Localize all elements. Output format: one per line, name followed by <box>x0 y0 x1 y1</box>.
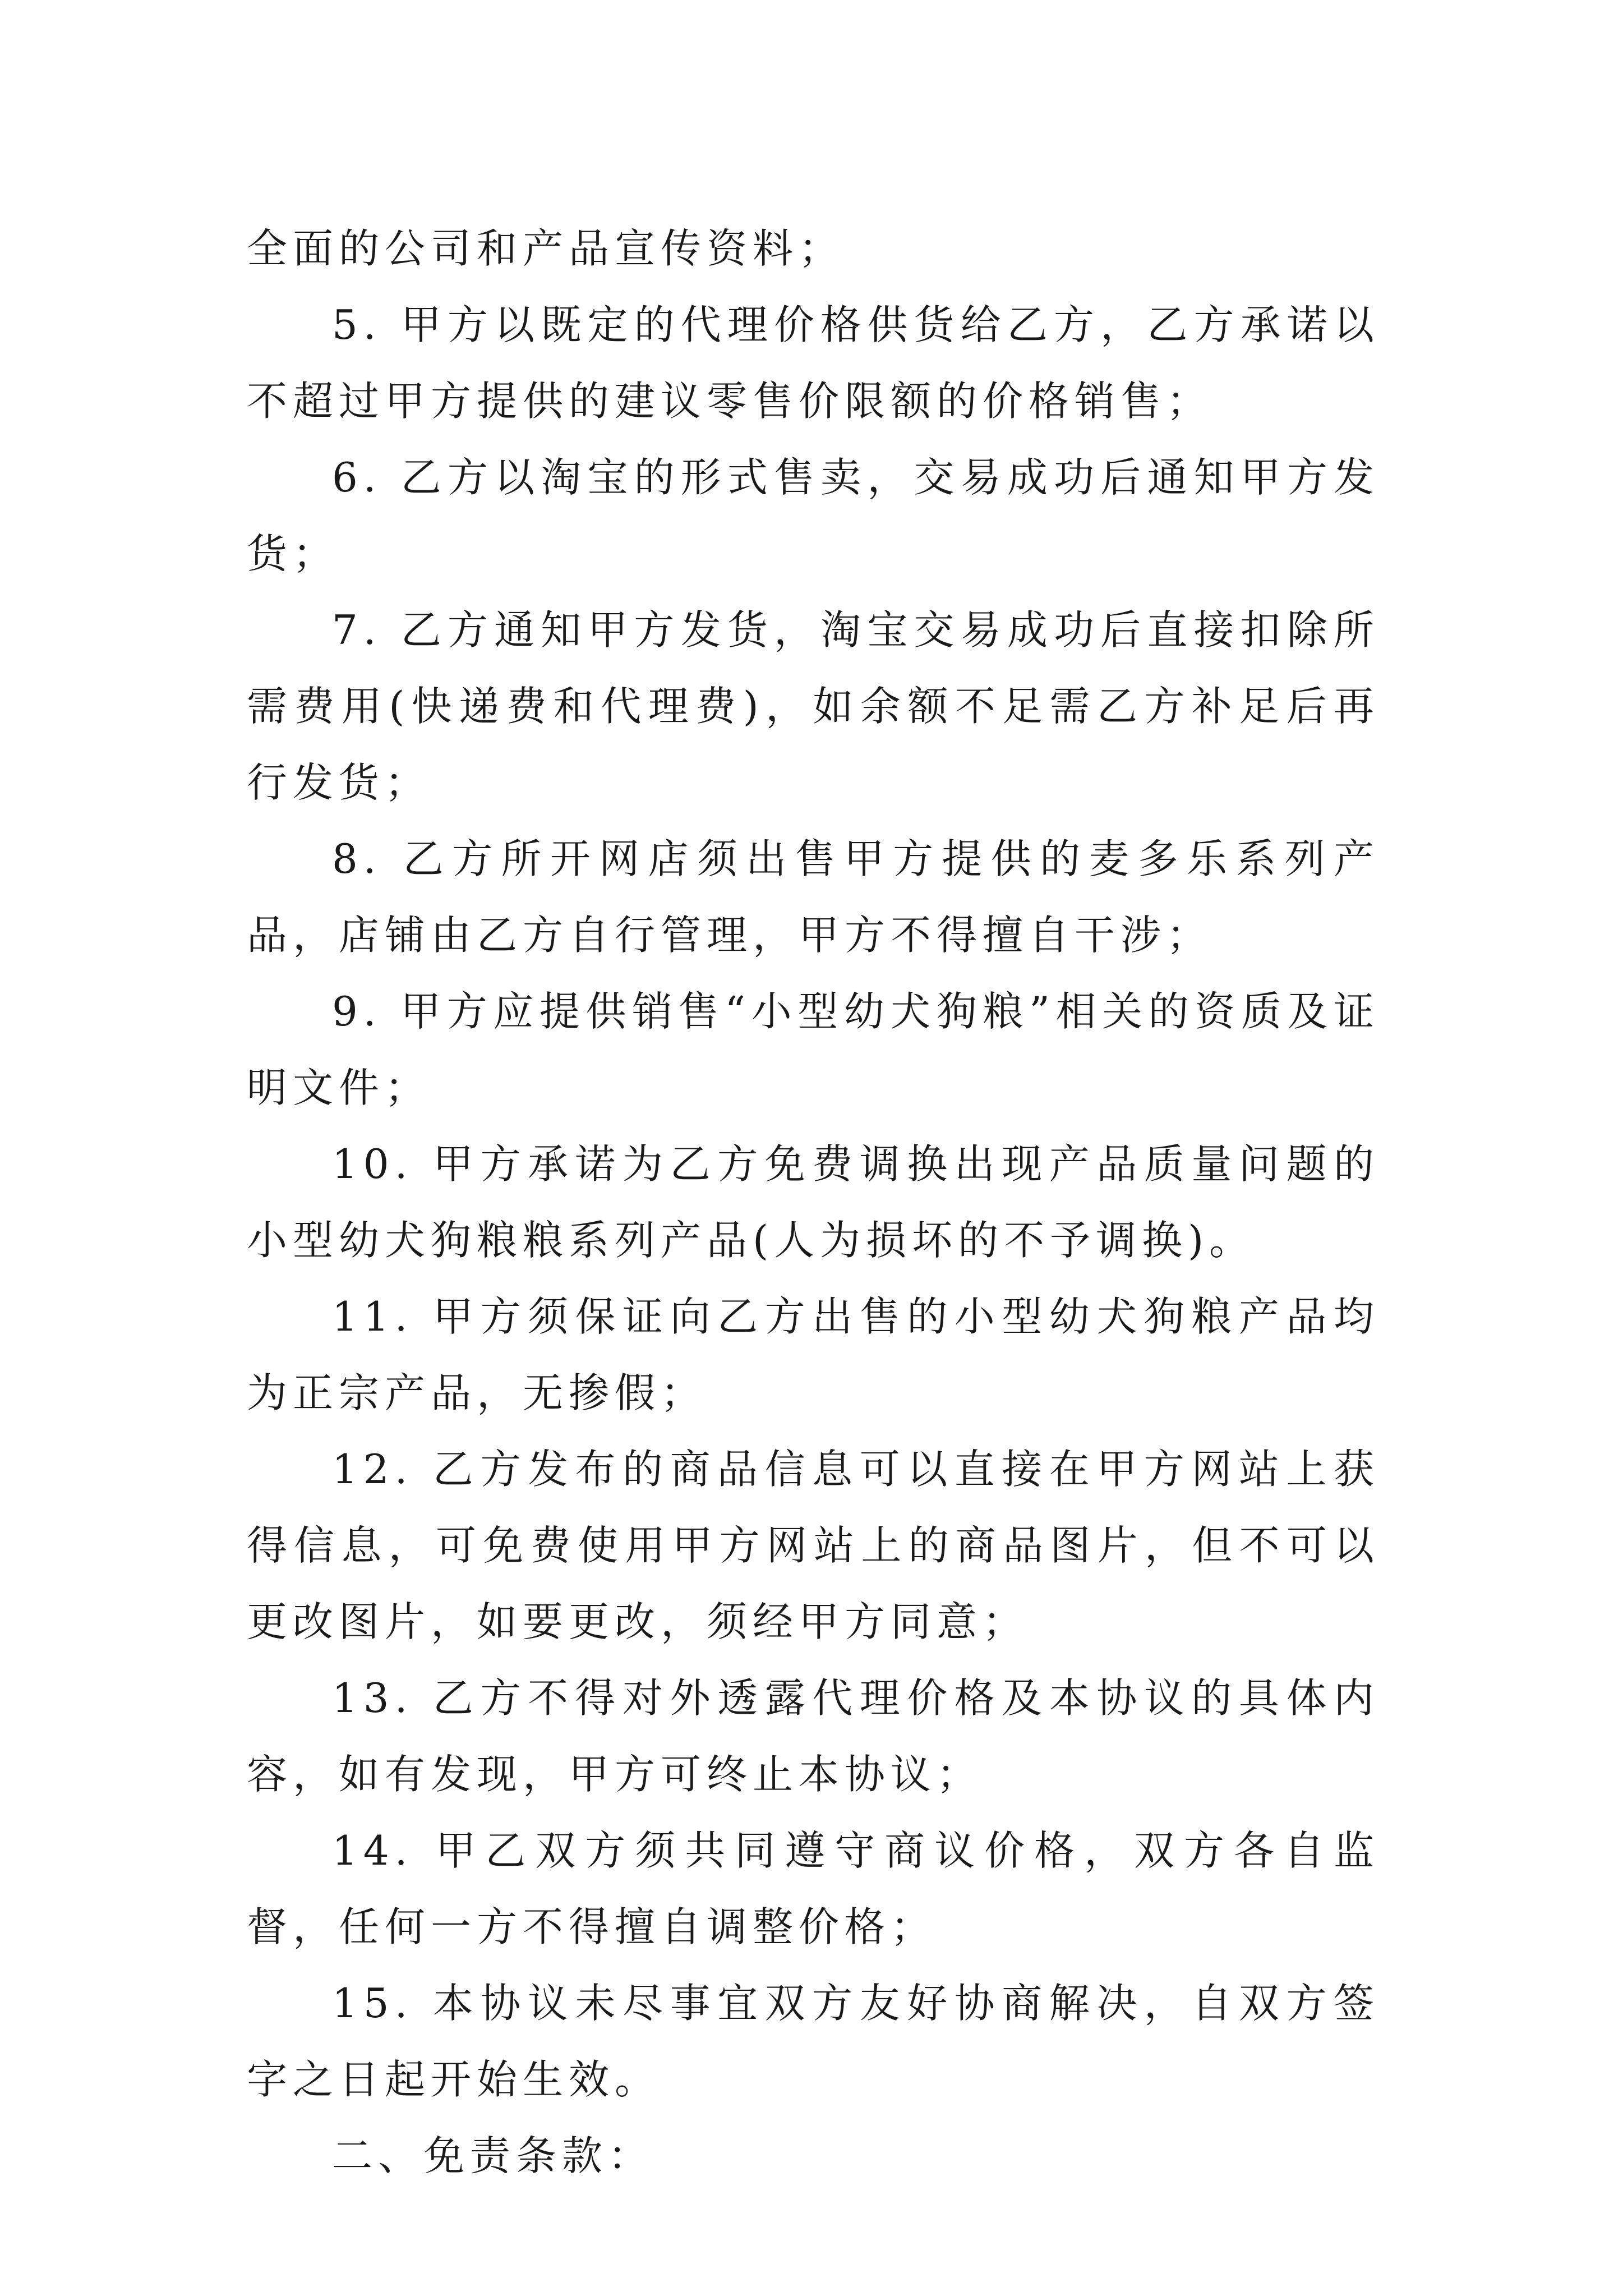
paragraph-continuation: 全面的公司和产品宣传资料； <box>247 225 845 272</box>
clause-5: 5. 甲方以既定的代理价格供货给乙方，乙方承诺以不超过甲方提供的建议零售价限额的价格销售； <box>247 301 1380 425</box>
clause-7: 7. 乙方通知甲方发货，淘宝交易成功后直接扣除所需费用(快递费和代理费)，如余额不足需乙方补足后再行发货； <box>247 606 1380 806</box>
clause-12: 12. 乙方发布的商品信息可以直接在甲方网站上获得信息，可免费使用甲方网站上的商品图片，但不可以更改图片，如要更改，须经甲方同意； <box>247 1446 1380 1645</box>
clause-13: 13. 乙方不得对外透露代理价格及本协议的具体内容，如有发现，甲方可终止本协议； <box>247 1674 1380 1798</box>
clause-8: 8. 乙方所开网店须出售甲方提供的麦多乐系列产品，店铺由乙方自行管理，甲方不得擅自干涉； <box>247 835 1380 959</box>
section-heading-disclaimer: 二、免责条款： <box>332 2132 654 2179</box>
clause-15: 15. 本协议未尽事宜双方友好协商解决，自双方签字之日起开始生效。 <box>247 1980 1380 2103</box>
clause-6: 6. 乙方以淘宝的形式售卖，交易成功后通知甲方发货； <box>247 454 1380 577</box>
clause-9: 9. 甲方应提供销售“小型幼犬狗粮”相关的资质及证明文件； <box>247 988 1380 1111</box>
clause-10: 10. 甲方承诺为乙方免费调换出现产品质量问题的 小型幼犬狗粮粮系列产品(人为损坏的不予调换)。 <box>247 1140 1380 1264</box>
clause-11: 11. 甲方须保证向乙方出售的小型幼犬狗粮产品均为正宗产品，无掺假； <box>247 1293 1380 1416</box>
clause-14: 14. 甲乙双方须共同遵守商议价格，双方各自监督，任何一方不得擅自调整价格； <box>247 1827 1380 1950</box>
document-page <box>247 210 1380 2194</box>
